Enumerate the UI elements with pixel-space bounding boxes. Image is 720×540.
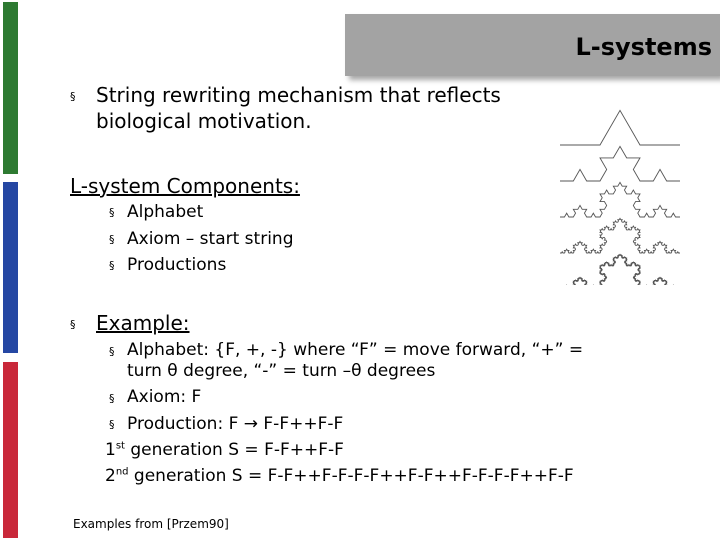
bullet-icon: §	[109, 345, 115, 358]
koch-generation-5	[560, 254, 680, 285]
koch-generation-1	[560, 110, 680, 145]
example-alphabet-line-1: Alphabet: {F, +, -} where “F” = move forward, “+” =	[127, 340, 584, 360]
intro-line-1: String rewriting mechanism that reflects	[96, 83, 501, 107]
koch-curve-figure	[555, 100, 685, 285]
example-alphabet-line-2: turn θ degree, “-” = turn –θ degrees	[127, 361, 436, 381]
intro-line-2: biological motivation.	[96, 109, 312, 133]
slide-title: L-systems	[575, 33, 712, 61]
accent-bar-red	[3, 362, 18, 538]
component-productions: Productions	[127, 255, 227, 275]
component-axiom: Axiom – start string	[127, 229, 294, 249]
bullet-icon: §	[70, 90, 76, 103]
accent-bar-blue	[3, 182, 18, 353]
bullet-icon: §	[109, 418, 115, 431]
example-generation-2: 2nd generation S = F-F++F-F-F-F++F-F++F-F-F-F++F-F	[105, 466, 574, 486]
component-alphabet: Alphabet	[127, 202, 204, 222]
bullet-icon: §	[70, 318, 76, 331]
bullet-icon: §	[109, 392, 115, 405]
koch-generation-4	[560, 218, 680, 253]
example-heading: Example:	[96, 311, 190, 335]
example-axiom: Axiom: F	[127, 387, 202, 407]
example-production: Production: F → F-F++F-F	[127, 414, 344, 434]
components-heading: L-system Components:	[70, 174, 300, 198]
bullet-icon: §	[109, 259, 115, 272]
title-banner	[345, 14, 720, 76]
footnote: Examples from [Przem90]	[73, 517, 229, 531]
example-generation-1: 1st generation S = F-F++F-F	[105, 440, 344, 460]
koch-generation-3	[560, 182, 680, 217]
koch-generation-2	[560, 146, 680, 181]
bullet-icon: §	[109, 206, 115, 219]
bullet-icon: §	[109, 233, 115, 246]
accent-bar-green	[3, 2, 18, 174]
